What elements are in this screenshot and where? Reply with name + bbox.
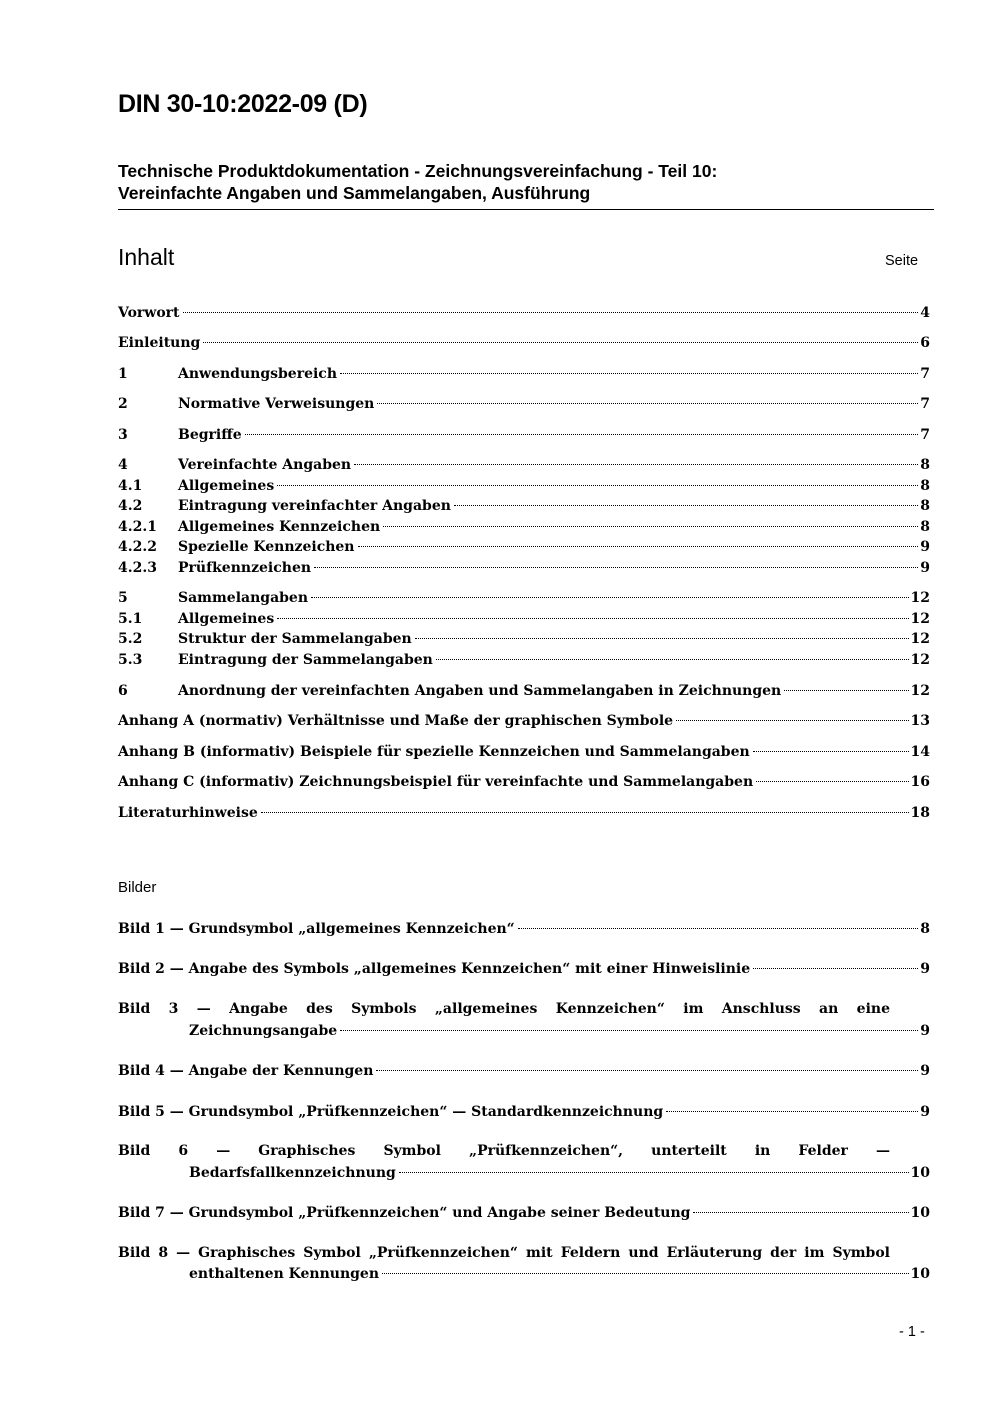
figure-entry-label: Bild 1 — Grundsymbol „allgemeines Kennzeichen“	[118, 921, 515, 937]
leader-dots	[399, 1158, 909, 1173]
leader-dots	[784, 676, 908, 691]
toc-entry-number: 5.1	[118, 611, 143, 627]
figure-entry-label: Bild 2 — Angabe des Symbols „allgemeines Kennzeichen“ mit einer Hinweislinie	[118, 961, 751, 977]
toc-entry-page: 12	[910, 683, 930, 699]
leader-dots	[311, 583, 908, 598]
figures-heading: Bilder	[118, 879, 157, 896]
leader-dots	[277, 604, 908, 619]
toc-entry-label: Sammelangaben	[178, 590, 309, 606]
subtitle-line-2: Vereinfachte Angaben und Sammelangaben, Ausführung	[118, 183, 591, 203]
toc-entry-label: Anhang A (normativ) Verhältnisse und Maße der graphischen Symbole	[118, 713, 674, 729]
toc-entry[interactable]	[118, 302, 930, 322]
toc-entry-number: 2	[118, 396, 128, 412]
leader-dots	[382, 1259, 909, 1274]
leader-dots	[340, 359, 918, 374]
toc-entry-label: Normative Verweisungen	[178, 396, 375, 412]
toc-entry-label: Allgemeines	[178, 478, 275, 494]
leader-dots	[203, 328, 918, 343]
toc-entry-page: 14	[910, 744, 930, 760]
toc-entry-page: 9	[920, 539, 930, 555]
toc-entry-label: Vereinfachte Angaben	[178, 457, 352, 473]
toc-entry-label: Literaturhinweise	[118, 805, 258, 821]
leader-dots	[354, 450, 918, 465]
leader-dots	[753, 737, 909, 752]
toc-entry-page: 12	[910, 631, 930, 647]
toc-entry[interactable]	[118, 710, 930, 730]
figure-entry-page: 9	[920, 961, 930, 977]
leader-dots	[183, 298, 919, 313]
toc-entry-number: 1	[118, 366, 128, 382]
document-subtitle	[118, 160, 934, 210]
figure-entry[interactable]	[118, 1060, 930, 1080]
toc-entry[interactable]	[118, 680, 930, 700]
figure-entry-first-line[interactable]: Bild 8 — Graphisches Symbol „Prüfkennzeichen“ mit Feldern und Erläuterung der im Symbol	[118, 1245, 890, 1261]
toc-entry[interactable]	[118, 332, 930, 352]
leader-dots	[666, 1097, 918, 1112]
leader-dots	[261, 798, 909, 813]
subtitle-line-1: Technische Produktdokumentation - Zeichnungsvereinfachung - Teil 10:	[118, 161, 718, 181]
toc-entry-number: 5	[118, 590, 128, 606]
leader-dots	[277, 471, 918, 486]
figure-entry-page: 9	[920, 1023, 930, 1039]
toc-heading: Inhalt	[118, 244, 175, 270]
toc-entry-number: 5.2	[118, 631, 143, 647]
toc-entry[interactable]	[118, 741, 930, 761]
figure-entry-page: 10	[910, 1205, 930, 1221]
toc-entry-label: Vorwort	[118, 305, 180, 321]
toc-entry[interactable]	[118, 649, 930, 669]
figure-entry-label: Bild 4 — Angabe der Kennungen	[118, 1063, 374, 1079]
toc-entry-page: 16	[910, 774, 930, 790]
toc-entry-page: 8	[920, 498, 930, 514]
leader-dots	[693, 1198, 908, 1213]
toc-entry-number: 6	[118, 683, 128, 699]
leader-dots	[376, 1056, 918, 1071]
toc-entry-page: 8	[920, 478, 930, 494]
toc-entry[interactable]	[118, 424, 930, 444]
toc-entry[interactable]	[118, 771, 930, 791]
leader-dots	[753, 954, 918, 969]
figure-entry-label: enthaltenen Kennungen	[189, 1266, 379, 1282]
toc-entry-label: Allgemeines	[178, 611, 275, 627]
leader-dots	[676, 706, 908, 721]
figure-entry[interactable]	[118, 1202, 930, 1222]
toc-entry-page: 18	[910, 805, 930, 821]
toc-entry-number: 5.3	[118, 652, 143, 668]
toc-entry-page: 8	[920, 457, 930, 473]
figure-entry-page: 8	[920, 921, 930, 937]
leader-dots	[340, 1016, 918, 1031]
toc-entry-page: 12	[910, 611, 930, 627]
toc-entry-number: 4.2.1	[118, 519, 157, 535]
document-title: DIN 30-10:2022-09 (D)	[118, 90, 368, 118]
toc-entry[interactable]	[118, 393, 930, 413]
toc-entry-page: 13	[910, 713, 930, 729]
toc-entry[interactable]	[118, 363, 930, 383]
toc-entry-page: 8	[920, 519, 930, 535]
leader-dots	[358, 532, 919, 547]
leader-dots	[314, 553, 918, 568]
page-number: - 1 -	[899, 1324, 925, 1340]
figure-entry[interactable]	[118, 918, 930, 938]
figure-entry-page: 9	[920, 1104, 930, 1120]
toc-page-label: Seite	[885, 253, 919, 269]
toc-entry-label: Anwendungsbereich	[178, 366, 337, 382]
toc-entry-page: 7	[920, 396, 930, 412]
figure-entry[interactable]	[189, 1263, 930, 1283]
figure-entry-label: Bild 5 — Grundsymbol „Prüfkennzeichen“ — Standardkennzeichnung	[118, 1104, 664, 1120]
toc-entry-page: 4	[920, 305, 930, 321]
leader-dots	[383, 512, 918, 527]
toc-entry-label: Einleitung	[118, 335, 201, 351]
toc-entry[interactable]	[118, 802, 930, 822]
figure-entry-first-line[interactable]: Bild 6 — Graphisches Symbol „Prüfkennzeichen“, unterteilt in Felder —	[118, 1143, 890, 1159]
leader-dots	[436, 645, 909, 660]
toc-entry-label: Anhang C (informativ) Zeichnungsbeispiel für vereinfachte und Sammelangaben	[118, 774, 754, 790]
toc-entry-number: 4.2.2	[118, 539, 157, 555]
leader-dots	[518, 914, 919, 929]
figure-entry-page: 10	[910, 1266, 930, 1282]
figure-entry-label: Bild 7 — Grundsymbol „Prüfkennzeichen“ und Angabe seiner Bedeutung	[118, 1205, 691, 1221]
leader-dots	[454, 491, 918, 506]
toc-entry[interactable]	[118, 557, 930, 577]
toc-entry-page: 12	[910, 590, 930, 606]
figure-entry[interactable]	[118, 1101, 930, 1121]
toc-entry-number: 4.1	[118, 478, 143, 494]
toc-entry-label: Eintragung vereinfachter Angaben	[178, 498, 451, 514]
toc-entry-number: 4.2.3	[118, 560, 157, 576]
toc-entry-page: 6	[920, 335, 930, 351]
toc-entry-page: 7	[920, 427, 930, 443]
toc-entry-label: Struktur der Sammelangaben	[178, 631, 412, 647]
figure-entry-first-line[interactable]: Bild 3 — Angabe des Symbols „allgemeines Kennzeichen“ im Anschluss an eine	[118, 1001, 890, 1017]
figure-entry[interactable]	[118, 958, 930, 978]
toc-entry-label: Allgemeines Kennzeichen	[178, 519, 381, 535]
toc-entry-label: Eintragung der Sammelangaben	[178, 652, 433, 668]
leader-dots	[756, 767, 908, 782]
leader-dots	[377, 389, 918, 404]
toc-entry-page: 9	[920, 560, 930, 576]
toc-entry-number: 4	[118, 457, 128, 473]
toc-entry-label: Anordnung der vereinfachten Angaben und Sammelangaben in Zeichnungen	[178, 683, 782, 699]
figure-entry[interactable]	[189, 1020, 930, 1040]
figure-entry[interactable]	[189, 1162, 930, 1182]
toc-entry-label: Prüfkennzeichen	[178, 560, 312, 576]
figure-entry-page: 9	[920, 1063, 930, 1079]
toc-entry-label: Spezielle Kennzeichen	[178, 539, 355, 555]
toc-entry-page: 12	[910, 652, 930, 668]
toc-entry-number: 4.2	[118, 498, 143, 514]
toc-entry-label: Anhang B (informativ) Beispiele für spezielle Kennzeichen und Sammelangaben	[118, 744, 750, 760]
figure-entry-page: 10	[910, 1165, 930, 1181]
figure-entry-label: Bedarfsfallkennzeichnung	[189, 1165, 396, 1181]
toc-entry-number: 3	[118, 427, 128, 443]
leader-dots	[415, 624, 909, 639]
toc-entry-label: Begriffe	[178, 427, 242, 443]
figure-entry-label: Zeichnungsangabe	[189, 1023, 338, 1039]
toc-entry-page: 7	[920, 366, 930, 382]
leader-dots	[245, 420, 919, 435]
